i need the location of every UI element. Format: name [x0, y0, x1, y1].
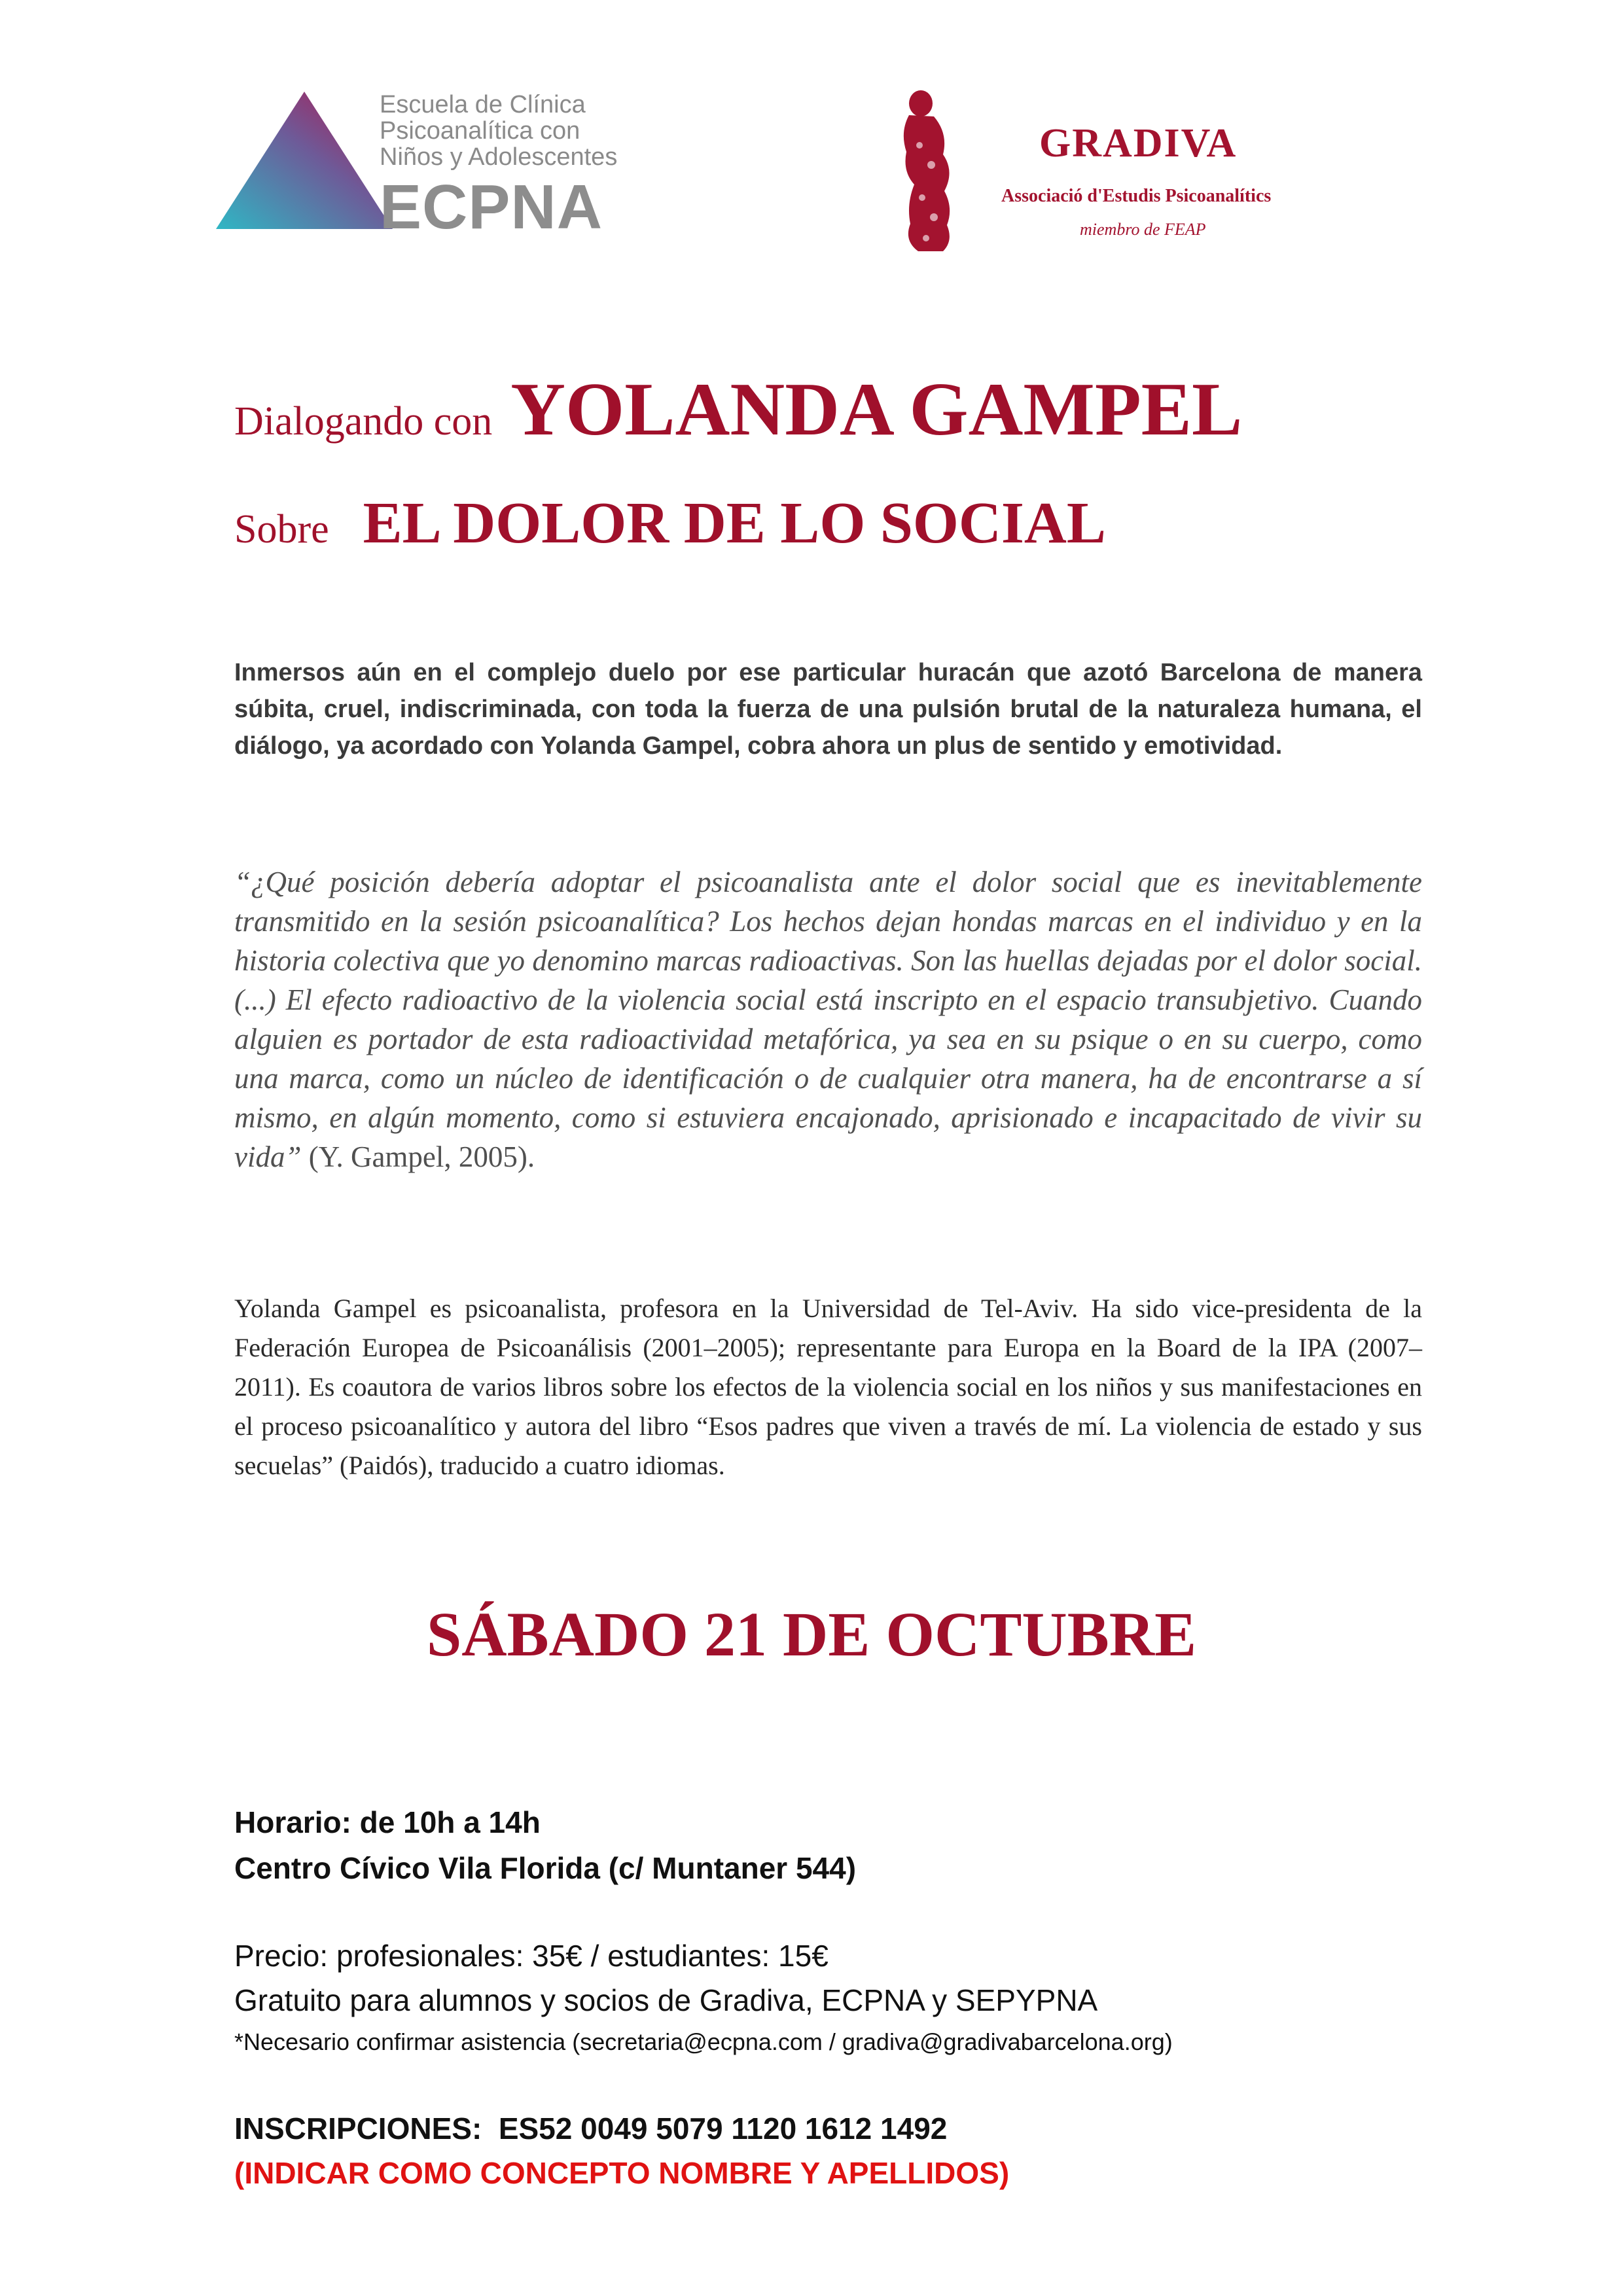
registration-instruction: (INDICAR COMO CONCEPTO NOMBRE Y APELLIDOS): [234, 2156, 1010, 2190]
speaker-name: YOLANDA GAMPEL: [510, 368, 1243, 451]
quote-citation: (Y. Gampel, 2005).: [301, 1140, 535, 1173]
free-line: Gratuito para alumnos y socios de Gradiva, ECPNA y SEPYPNA: [234, 1983, 1098, 2017]
ecpna-logo-subtitle: Escuela de Clínica Psicoanalítica con Niños y Adolescentes: [380, 91, 618, 171]
schedule-venue: Centro Cívico Vila Florida (c/ Muntaner 544): [234, 1851, 857, 1885]
topic-line: [234, 489, 1106, 557]
schedule-time: Horario: de 10h a 14h: [234, 1805, 541, 1839]
topic-prefix: Sobre: [234, 507, 329, 552]
price-line: Precio: profesionales: 35€ / estudiantes: 15€: [234, 1939, 829, 1973]
gradiva-logo-name: GRADIVA: [1039, 121, 1238, 166]
quote-paragraph: [234, 862, 1422, 1176]
gradiva-logo-member: miembro de FEAP: [1080, 220, 1206, 239]
ecpna-logo-name: ECPNA: [380, 172, 603, 242]
intro-paragraph: Inmersos aún en el complejo duelo por ese particular huracán que azotó Barcelona de manera súbita, cruel, indiscriminada, con toda la fuerza de una pulsión brutal de la naturaleza humana, el diálogo, ya acordado con Yolanda Gampel, cobra ahora un plus de sentido y emotividad.: [234, 659, 1422, 760]
confirm-note: *Necesario confirmar asistencia (secretaria@ecpna.com / gradiva@gradivabarcelona.org): [234, 2028, 1173, 2055]
gradiva-logo-subtitle: Associació d'Estudis Psicoanalítics: [1001, 186, 1272, 206]
topic-title: EL DOLOR DE LO SOCIAL: [363, 491, 1106, 556]
gradiva-figure-logo: [880, 86, 972, 256]
quote-text: “¿Qué posición debería adoptar el psicoanalista ante el dolor social que es inevitablemente transmitido en la sesión psicoanalítica? Los hechos dejan hondas marcas en el individuo y en la historia colectiva que yo denomino marcas radioactivas. Son las huellas dejadas por el dolor social. (...) El efecto radioactivo de la violencia social está inscripto en el espacio transubjetivo. Cuando alguien es portador de esta radioactividad metafórica, ya sea en su psique o en su cuerpo, como una marca, como un núcleo de identificación o de cualquier otra manera, ha de encontrarse a sí mismo, en algún momento, como si estuviera encajonado, aprisionado e incapacitado de vivir su vida”: [234, 866, 1422, 1173]
event-date: SÁBADO 21 DE OCTUBRE: [426, 1599, 1197, 1669]
title-prefix: Dialogando con: [234, 399, 493, 444]
bio-paragraph: Yolanda Gampel es psicoanalista, profesora en la Universidad de Tel-Aviv. Ha sido vice-presidenta de la Federación Europea de Psicoanálisis (2001–2005); representante para Europa en la Board de la IPA (2007–2011). Es coautora de varios libros sobre los efectos de la violencia social en los niños y sus manifestaciones en el proceso psicoanalítico y autora del libro “Esos padres que viven a través de mí. La violencia de estado y sus secuelas” (Paidós), traducido a cuatro idiomas.: [234, 1294, 1422, 1480]
title-line: [234, 366, 1242, 453]
registration-iban: INSCRIPCIONES: ES52 0049 5079 1120 1612 1492: [234, 2111, 948, 2146]
